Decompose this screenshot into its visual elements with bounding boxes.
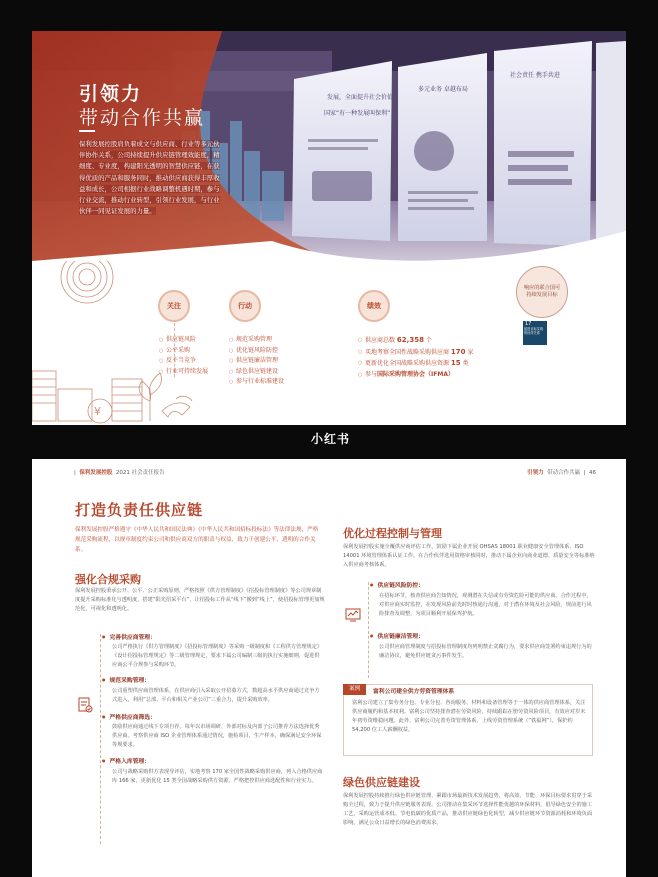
sub-title-risk: ● 供应链风险防控：	[370, 580, 424, 589]
intro-paragraph: 保利发展控股严格遵守《中华人民共和国民法典》《中华人民共和国招标投标法》等法律法规，严格规范采购流程，以规章制度约束公司和供应商双方的职责与权益，致力于创建公平、透明的合作关系。	[75, 527, 319, 553]
section-body-compliance: 保利发展控股秉承公开、公平、公正采购原则，严格按照《供方管理制度》《招投标管理制度》等公司规章制度提升采购标准化与透明度，搭建“阳光招采平台”，让招投标工作从“线下”搬到“线上”，使招投标管理更加规范化，可视化和透明化。	[75, 588, 325, 612]
action-item: ○ 规范采购管理	[229, 335, 284, 346]
section-title-green: 绿色供应链建设	[343, 776, 420, 789]
sub-title-procurement: ● 规范采购管理：	[102, 675, 150, 684]
focus-item: ○ 反不当竞争	[159, 356, 208, 367]
panel-title-3: 多元业务 卓越布局	[418, 86, 468, 93]
sub-body-integrity: 公司供应商管理制度与招投标管理制度均列明禁止贪腐行为，要求供应商签署约束违规行为的廉洁协议，避免供应链贪污事件发生。	[379, 644, 592, 659]
action-item: ○ 供应链廉洁管理	[229, 356, 284, 367]
report-page-bottom	[32, 459, 626, 877]
timeline-line	[100, 634, 101, 844]
sub-title-admission: ● 严格入库管理：	[102, 756, 150, 765]
document-check-icon	[77, 697, 93, 713]
panel-title-4: 社会责任 携手共进	[510, 72, 560, 79]
case-title: 富利公司建全供方劳资管理体系	[373, 689, 455, 695]
xiaohongshu-watermark: 小红书	[311, 432, 351, 446]
action-list	[229, 335, 284, 388]
focus-item: ○ 行业可持续发展	[159, 367, 208, 378]
sub-body-risk: 在招标环节，核查供应商告知情况，观测潜在失信或有劳资危险可能的供应商。合作过程中，对供应商实时监控，在发现风险前先时时核通行沟通，对于潜在环境及社会风险，规前进行风险排查及调整，为项目顺利开展保驾护航。	[379, 593, 592, 617]
action-label: 行动	[229, 290, 261, 322]
title-underline	[79, 130, 95, 132]
hero-banner	[32, 31, 626, 261]
hero-paragraph: 保利发展控股肩负着成文与供应商、行业等多元伙伴协作关系，公司持续提升供应链管理效能度，精细度、专业度，构建阳光透明的智慧供应链，在获得优质的产品和服务同时，推动供应商获得丰厚收益和成长，公司相据行业战略调整机遇时期，参与行业交流，推动行业转型，引领行业发展，与行业伙伴一同见证发展的力量。	[79, 140, 220, 216]
panel-title-1: 发展，全面提升社会价值	[327, 94, 394, 101]
header-right: 引领力 带动合作共赢 | 46	[527, 470, 596, 476]
svg-text:¥: ¥	[94, 405, 101, 418]
report-page-top	[32, 31, 626, 425]
page-number: 46	[589, 470, 596, 476]
action-item: ○ 参与行业标准建设	[229, 377, 284, 388]
hero-subtitle: 带动合作共赢	[79, 107, 206, 129]
performance-list	[358, 335, 473, 380]
focus-list	[159, 335, 208, 377]
action-item: ○ 绿色供应链建设	[229, 367, 284, 378]
sub-body-procurement: 公司重塑供应商管理体系，在供应商引入采取公开招募方式，数超高水平供应商通过竞争方式进入，利用“总部、平台和相关产业公司”三重合力，提升采购效率。	[112, 688, 320, 703]
header-left: | 保利发展控股 2021 社会责任报告	[74, 470, 165, 476]
performance-item: ○ 供应商总数 62,358 个	[358, 335, 473, 347]
focus-item: ○ 供应链风险	[159, 335, 208, 346]
case-body: 富利公司建立了集劳务分包、专业分包、咨询服务、材料和设备管理等于一体的供应商管理体系，关注供应商履约和基本权利。富利公司坚持排查潜在劳资风险，持续跟踪在册劳资风险项目，有效应对岁末年初劳资维稳问题。此外，富利公司完善劳资管理体系，上线劳资管理系统（“铁福网”），保护约 54,200 位工人薪酬权益。	[352, 700, 586, 733]
action-item: ○ 优化链风险防控	[229, 346, 284, 357]
sdg-17-icon: 17 促进目标实现的伙伴关系	[523, 321, 547, 345]
hero-title: 引领力	[79, 83, 143, 105]
page-header	[32, 468, 626, 480]
sdg-badge: 响应的联合国可持续发展目标	[516, 266, 568, 318]
section-body-process: 保利发展控股实施全覆供应商评估工作，鼓励下属企业开展 OHSAS 18001 职业健康安全管理体系、ISO 14001 环境管理体系认证工作。在合作伙伴选用资格审核同时，推动下属企业向商业道德、质量安全等标准纳入供应商考核体系。	[343, 544, 595, 568]
focus-item: ○ 公平采购	[159, 346, 208, 357]
page-title: 打造负责任供应链	[75, 501, 204, 519]
sub-body-screening: 鼓励供应商通过线下专项自荐。每年以市场调研、外部对标及内部子公司推荐方法选择优秀供应商。考察供应商 ISO 企业管理体系通过情况，施检项目，生产样本，确保满足安全环保等规要求。	[112, 724, 322, 748]
sub-body-supplier: 公司严格执行《供方管理制度》《招投标管理制度》等采购一级制度和《工程供方管理规定》《设计招投标管理规定》等二级管理规定，要求下属公司编制三级的执行实施细则，促进供应商公平合规参与采购环节。	[112, 644, 323, 668]
panel-title-2: 国家“有一种发展叫保利”	[324, 110, 391, 117]
performance-item: ○ 买地考察全国性战略采购供应商 170 家	[358, 347, 473, 359]
section-title-process: 优化过程控制与管理	[343, 527, 442, 540]
sub-title-supplier: ● 完善供应商管理：	[102, 632, 156, 641]
sub-body-admission: 公司与战略采购供方表现导评估，实地考察 170 家全国性战略采购供应商，列入合格供应商库 166 家，更新优化 15 类全国战略采购供方资源，严格把控供应商选配性和行业实力。	[112, 769, 323, 784]
section-body-green: 保利发展控股持续推行绿色供应链管理，紧跟市场最新技术发展趋势，将高效、节能、环保目标要求贯穿于采购全过程，致力于提升供应链服务表现。公司推动在集采环节选择性能优越的环保材料，倡导绿色安全的施工工艺，采购运营成本低、节电低碳的优质产品，推动供应链绿色化转型，减少供应链环节资源消耗和环境负面影响，满足公众日益增长的绿色消费需求。	[343, 793, 593, 826]
performance-item: ○ 更新优化全国战略采购供应资源 15 类	[358, 358, 473, 370]
performance-item: ○ 参与国际采购管理协会（IFMA）	[358, 370, 473, 381]
focus-label: 关注	[158, 290, 190, 322]
timeline-line-right	[368, 582, 369, 678]
section-title-compliance: 强化合规采购	[75, 573, 141, 586]
monitor-chart-icon	[345, 607, 361, 623]
case-tag: 案例	[343, 684, 366, 695]
sub-title-integrity: ● 供应链廉洁管理：	[370, 631, 424, 640]
sub-title-screening: ● 严格供应商筛选：	[102, 712, 156, 721]
performance-label: 绩效	[358, 290, 390, 322]
